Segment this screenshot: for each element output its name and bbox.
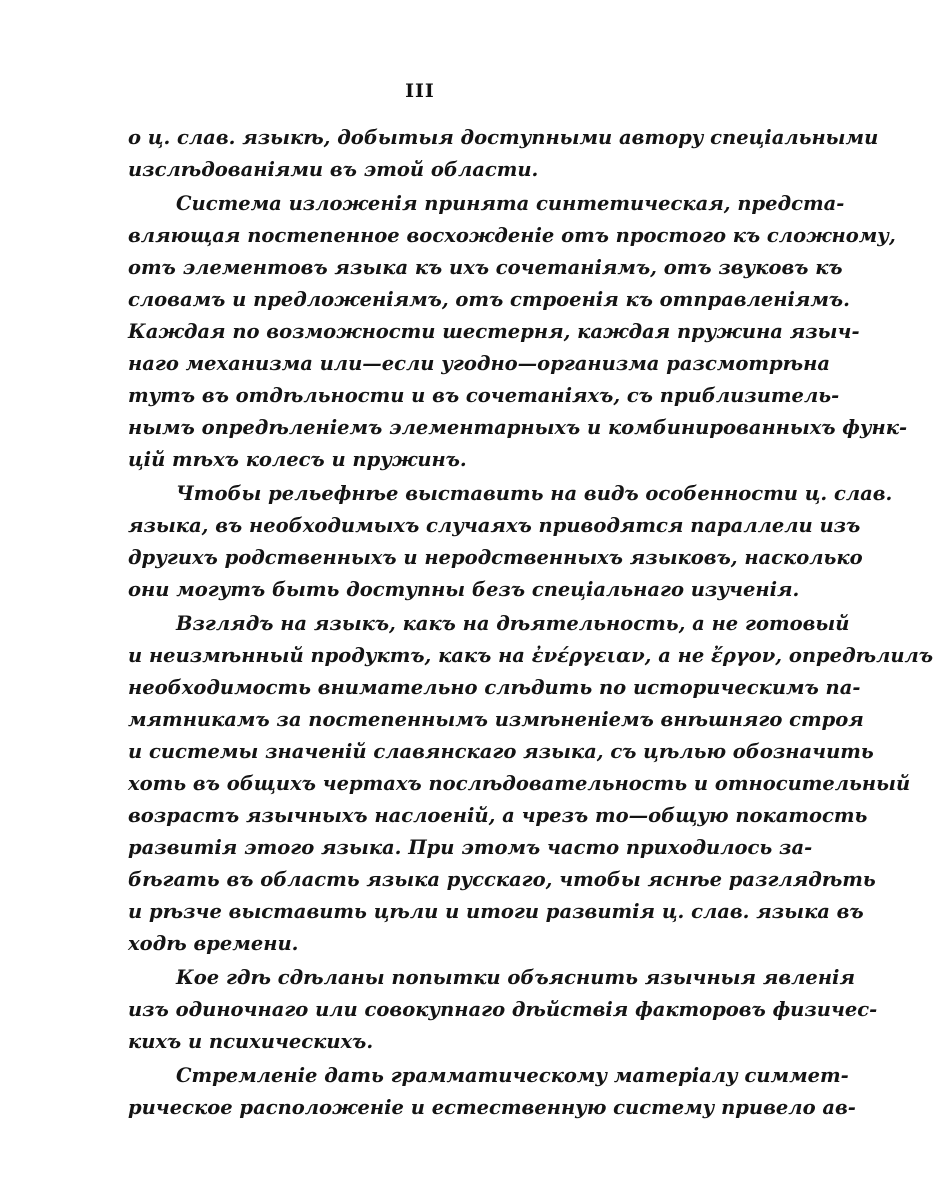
text-line: о ц. слав. языкѣ, добытыя доступными автору спеціальными: [128, 126, 879, 149]
text-line: тутъ въ отдѣльности и въ сочетаніяхъ, съ приблизитель-: [128, 384, 840, 407]
text-line: мятникамъ за постепеннымъ измѣненіемъ внѣшняго строя: [128, 708, 864, 731]
text-line: Стремленіе дать грамматическому матеріалу симмет-: [176, 1064, 849, 1087]
text-line: бѣгать въ область языка русскаго, чтобы яснѣе разглядѣть: [128, 868, 876, 891]
text-line: Взглядъ на языкъ, какъ на дѣятельность, а не готовый: [176, 612, 850, 635]
text-line: возрастъ язычныхъ наслоеній, а чрезъ то—общую покатость: [128, 804, 868, 827]
text-line: Чтобы рельефнѣе выставить на видъ особенности ц. слав.: [176, 482, 893, 505]
text-line: и системы значеній славянскаго языка, съ цѣлью обозначить: [128, 740, 874, 763]
text-line: хоть въ общихъ чертахъ послѣдовательность и относительный: [128, 772, 911, 795]
text-line: кихъ и психическихъ.: [128, 1030, 374, 1053]
page-number: III: [405, 80, 435, 102]
text-line: развитія этого языка. При этомъ часто приходилось за-: [128, 836, 813, 859]
text-line: языка, въ необходимыхъ случаяхъ приводятся параллели изъ: [128, 514, 861, 537]
text-line: отъ элементовъ языка къ ихъ сочетаніямъ, отъ звуковъ къ: [128, 256, 843, 279]
text-line: нымъ опредѣленіемъ элементарныхъ и комбинированныхъ функ-: [128, 416, 908, 439]
text-line: вляющая постепенное восхожденіе отъ простого къ сложному,: [128, 224, 896, 247]
text-line: наго механизма или—если угодно—организма разсмотрѣна: [128, 352, 830, 375]
text-line: цій тѣхъ колесъ и пружинъ.: [128, 448, 467, 471]
text-line: рическое расположеніе и естественную систему привело ав-: [128, 1096, 856, 1119]
text-line: словамъ и предложеніямъ, отъ строенія къ отправленіямъ.: [128, 288, 850, 311]
text-line: и неизмѣнный продуктъ, какъ на ἐνέργειαν, а не ἔργον, опредѣлилъ: [128, 644, 933, 667]
text-line: изслѣдованіями въ этой области.: [128, 158, 539, 181]
text-line: они могутъ быть доступны безъ спеціальнаго изученія.: [128, 578, 800, 601]
text-line: ходѣ времени.: [128, 932, 299, 955]
text-line: и рѣзче выставить цѣли и итоги развитія ц. слав. языка въ: [128, 900, 864, 923]
text-line: другихъ родственныхъ и неродственныхъ языковъ, насколько: [128, 546, 863, 569]
text-line: Каждая по возможности шестерня, каждая пружина языч-: [128, 320, 860, 343]
text-line: изъ одиночнаго или совокупнаго дѣйствія факторовъ физичес-: [128, 998, 878, 1021]
text-line: Кое гдѣ сдѣланы попытки объяснить язычныя явленія: [176, 966, 855, 989]
text-line: Система изложенія принята синтетическая, предста-: [176, 192, 845, 215]
text-line: необходимость внимательно слѣдить по историческимъ па-: [128, 676, 861, 699]
